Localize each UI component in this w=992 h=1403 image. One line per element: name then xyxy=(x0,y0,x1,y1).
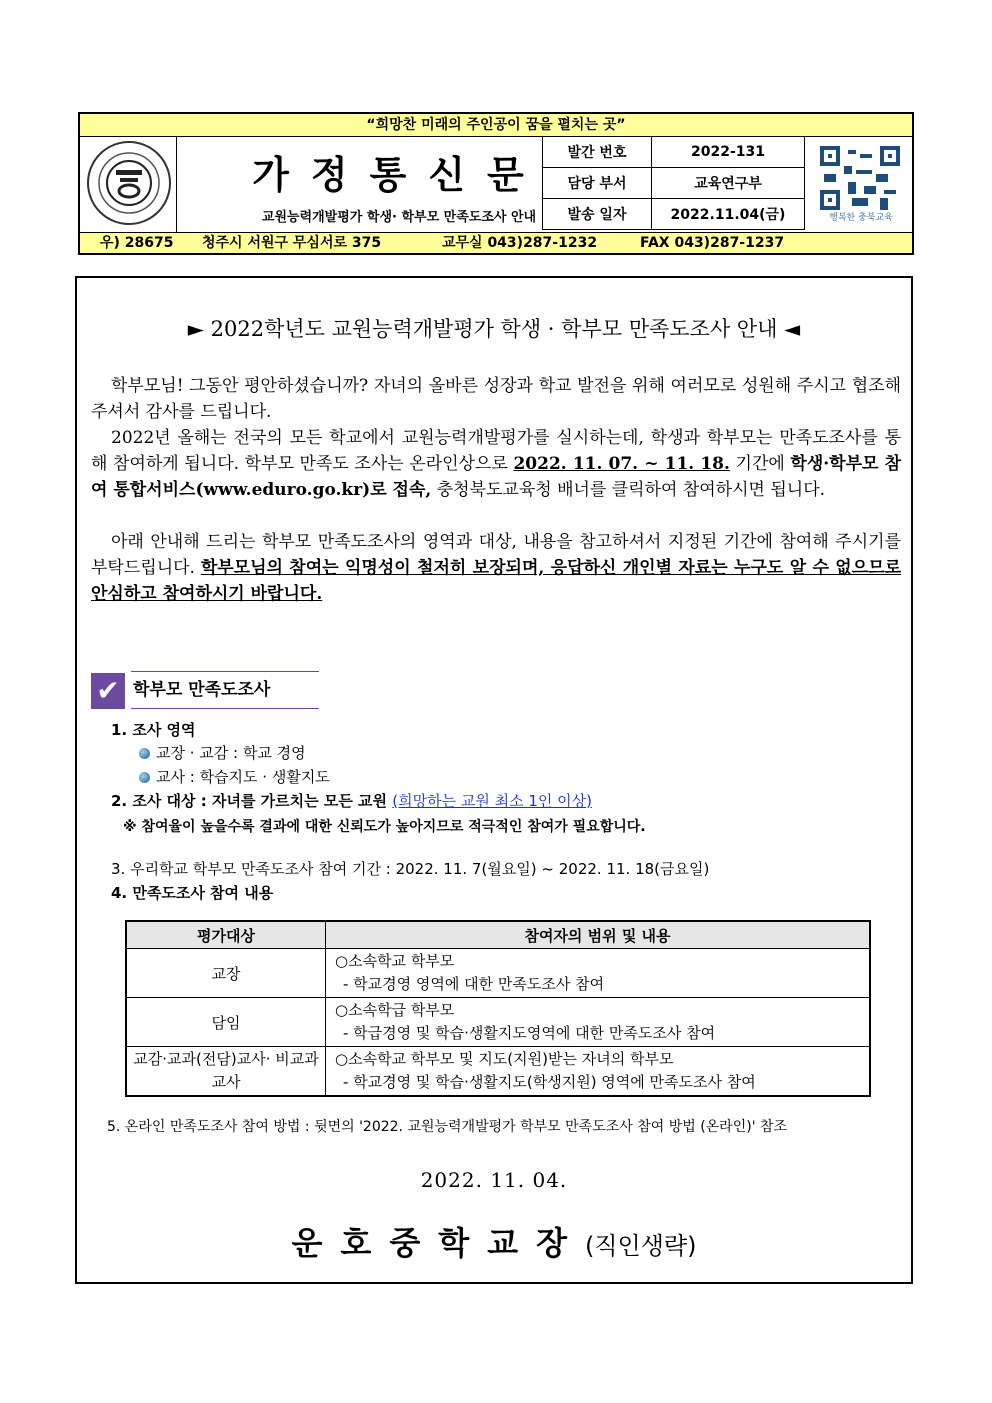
issue-meta-table xyxy=(542,136,805,230)
text: 충청북도교육청 배너를 클릭하여 참여하시면 됩니다. xyxy=(431,480,826,500)
target-cell: 담임 xyxy=(126,998,326,1047)
scope-line: - 학교경영 영역에 대한 만족도조사 참여 xyxy=(343,975,605,993)
participation-note: ※ 참여율이 높을수록 결과에 대한 신뢰도가 높아지므로 적극적인 참여가 필요합니다. xyxy=(123,819,646,835)
list-item xyxy=(139,742,306,763)
scope-line: - 학교경영 및 학습·생활지도(학생지원) 영역에 만족도조사 참여 xyxy=(343,1073,756,1091)
text: 2022년 올해는 전국의 모든 학교에서 교원능력개발평가를 실시하는데, 학생과 학부모는 만족도조사를 통해 참여하게 됩니다. 학부모 만족도 조사는 온라인상으로 xyxy=(91,428,901,474)
notice-heading: ► 2022학년도 교원능력개발평가 학생 · 학부모 만족도조사 안내 ◄ xyxy=(187,317,801,341)
contact-bar xyxy=(80,232,912,253)
item-survey-area: 1. 조사 영역 xyxy=(111,721,196,739)
item-survey-content: 4. 만족도조사 참여 내용 xyxy=(111,884,274,902)
fax-number: FAX 043)287-1237 xyxy=(640,235,785,251)
scope-line: ○소속학교 학부모 및 지도(지원)받는 자녀의 학부모 xyxy=(335,1050,674,1068)
item-online-method: 5. 온라인 만족도조사 참여 방법 : 뒷면의 '2022. 교원능력개발평가 학부모 만족도조사 참여 방법 (온라인)' 참조 xyxy=(107,1119,788,1135)
survey-period: 2022. 11. 07. ~ 11. 18. xyxy=(513,454,730,474)
target-cell: 교장 xyxy=(126,949,326,998)
list-item xyxy=(139,766,330,787)
paragraph-greeting: 학부모님! 그동안 평안하셨습니까? 자녀의 올바른 성장과 학교 발전을 위해 여러모로 성원해 주시고 협조해 주셔서 감사를 드립니다. xyxy=(91,376,901,422)
survey-table xyxy=(125,920,871,1097)
issue-date: 2022. 11. 04. xyxy=(420,1168,568,1192)
signature xyxy=(77,1218,911,1264)
checkmark-icon: ✔ xyxy=(91,673,125,709)
item-survey-target xyxy=(111,790,592,811)
meta-label: 발간 번호 xyxy=(543,137,652,168)
text: 교장 · 교감 : 학교 경영 xyxy=(156,744,306,762)
page-title: 가정통신문 xyxy=(252,152,546,197)
text: 아래 안내해 드리는 학부모 만족도조사의 영역과 대상, 내용을 참고하셔서 지정된 기간에 참여해 주시기를 부탁드립니다. xyxy=(91,532,901,578)
seal-omitted-note: (직인생략) xyxy=(585,1232,697,1260)
divider xyxy=(131,708,319,709)
target-note: (희망하는 교원 최소 1인 이상) xyxy=(392,792,592,810)
newsletter-header xyxy=(78,112,914,255)
service-link-text: 학생·학부모 참여 통합서비스(www.eduro.go.kr)로 접속, xyxy=(91,454,902,500)
table-row xyxy=(126,949,870,998)
text: 2. 조사 대상 : 자녀를 가르치는 모든 교원 xyxy=(111,792,393,810)
qr-caption: 행복한 충북교육 xyxy=(829,213,893,223)
item-survey-period: 3. 우리학교 학부모 만족도조사 참여 기간 : 2022. 11. 7(월요일) ~ 2022. 11. 18(금요일) xyxy=(111,860,710,878)
anonymity-note: 학부모님의 참여는 익명성이 철저히 보장되며, 응답하신 개인별 자료는 누구도 알 수 없으므로 안심하고 참여하시기 바랍니다. xyxy=(91,558,901,604)
meta-value: 2022-131 xyxy=(652,137,805,168)
page-subtitle: 교원능력개발평가 학생· 학부모 만족도조사 안내 xyxy=(261,210,537,225)
school-emblem-icon xyxy=(86,140,172,226)
table-row xyxy=(126,998,870,1047)
text: 교사 : 학습지도 · 생활지도 xyxy=(156,768,330,786)
divider xyxy=(131,671,319,672)
notice-body xyxy=(75,276,913,1284)
column-header: 참여자의 범위 및 내용 xyxy=(326,921,871,949)
target-cell: 교감·교과(전담)교사· 비교과교사 xyxy=(126,1047,326,1097)
scope-line: - 학급경영 및 학습·생활지도영역에 대한 만족도조사 참여 xyxy=(343,1024,716,1042)
table-row xyxy=(126,1047,870,1097)
street-address: 청주시 서원구 무심서로 375 xyxy=(202,235,382,251)
meta-label: 발송 일자 xyxy=(543,199,652,230)
section-header xyxy=(91,671,321,711)
slogan: “희망찬 미래의 주인공이 꿈을 펼치는 곳” xyxy=(80,114,912,137)
paragraph-anonymity xyxy=(91,529,901,607)
bullet-icon xyxy=(139,748,150,759)
scope-line: ○소속학급 학부모 xyxy=(335,1001,455,1019)
section-title: 학부모 만족도조사 xyxy=(133,680,271,700)
meta-value: 교육연구부 xyxy=(652,168,805,199)
postal-code: 우) 28675 xyxy=(100,235,174,251)
text: 기간에 xyxy=(729,454,791,474)
scope-cell xyxy=(326,1047,871,1097)
office-phone: 교무실 043)287-1232 xyxy=(442,235,598,251)
meta-value: 2022.11.04(금) xyxy=(652,199,805,230)
paragraph-schedule xyxy=(91,425,901,503)
meta-label: 담당 부서 xyxy=(543,168,652,199)
scope-line: ○소속학교 학부모 xyxy=(335,952,455,970)
divider xyxy=(176,136,177,232)
table-header-row xyxy=(126,921,870,949)
column-header: 평가대상 xyxy=(126,921,326,949)
bullet-icon xyxy=(139,772,150,783)
scope-cell xyxy=(326,998,871,1047)
qr-code-icon xyxy=(820,146,900,210)
scope-cell xyxy=(326,949,871,998)
principal-name: 운호중학교장 xyxy=(291,1224,585,1262)
